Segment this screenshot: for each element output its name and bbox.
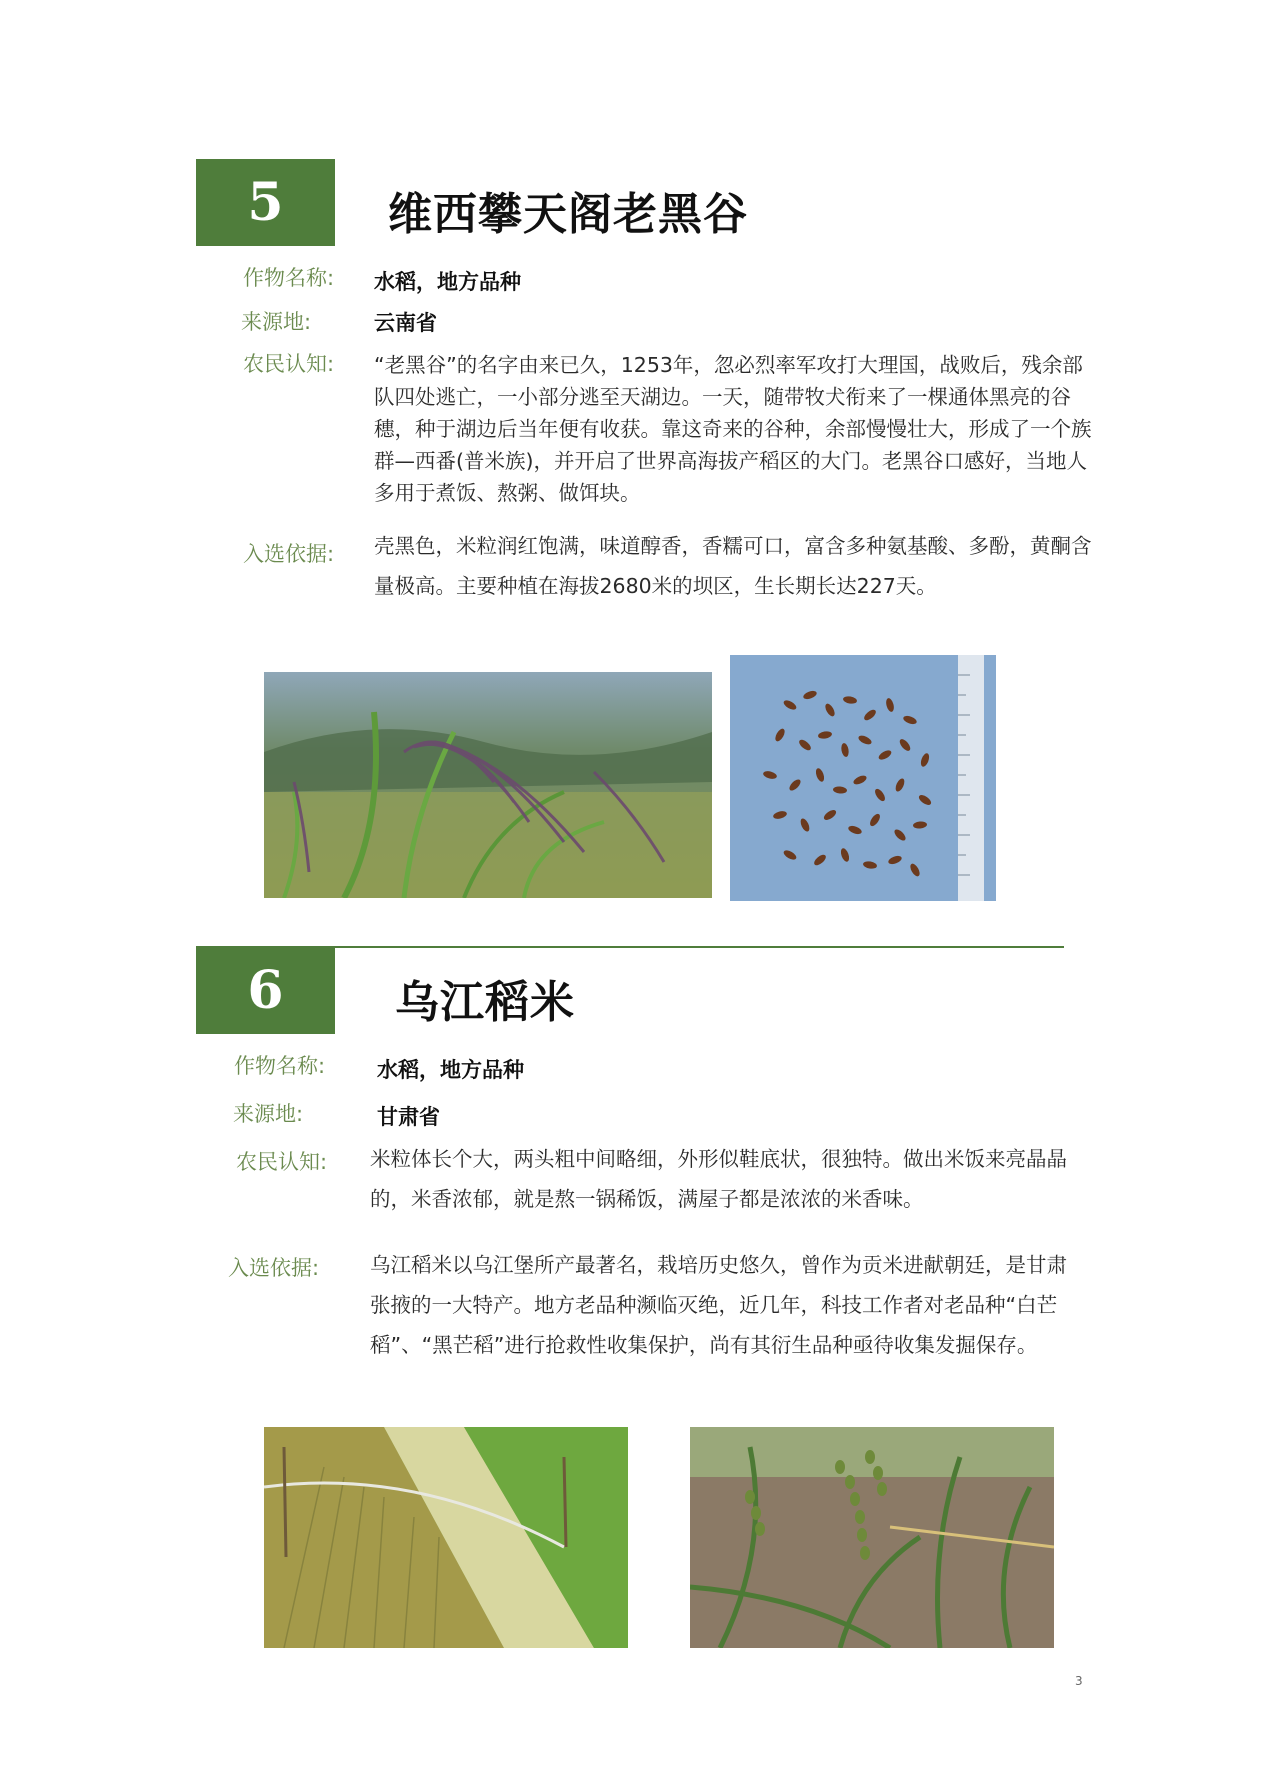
section-title: 乌江稻米 [395,977,575,1028]
farmer-knowledge-label: 农民认知: [236,1150,328,1174]
origin-label: 来源地: [233,1102,304,1126]
farmer-knowledge-text: 米粒体长个大，两头粗中间略细，外形似鞋底状，很独特。做出米饭来亮晶晶的，米香浓郁，就是熬一锅稀饭，满屋子都是浓浓的米香味。 [370,1147,1067,1211]
section-number-box [196,159,335,246]
farmer-knowledge-label: 农民认知: [243,352,335,376]
crop-name-value: 水稻，地方品种 [374,270,521,294]
rice-field-photo [264,672,712,898]
section-number: 5 [247,172,284,233]
origin-value: 云南省 [374,311,437,335]
crop-name-value: 水稻，地方品种 [377,1058,524,1082]
rice-rows-photo [264,1427,628,1648]
rice-panicle-photo [690,1427,1054,1648]
crop-name-label: 作物名称: [234,1054,326,1078]
origin-value: 甘肃省 [377,1105,440,1129]
origin-label: 来源地: [241,310,312,334]
selection-basis-label: 入选依据: [243,542,335,566]
section-title: 维西攀天阁老黑谷 [388,189,748,240]
farmer-knowledge-text: “老黑谷”的名字由来已久，1253年，忽必烈率军攻打大理国，战败后，残余部队四处逃亡，一小部分逃至天湖边。一天，随带牧犬衔来了一棵通体黑亮的谷穗，种于湖边后当年便有收获。靠这奇来的谷种，余部慢慢壮大，形成了一个族群—西番(普米族)，并开启了世界高海拔产稻区的大门。老黑谷口感好，当地人多用于煮饭、熬粥、做饵块。 [374,353,1092,505]
page-number: 3 [1075,1674,1083,1688]
selection-basis-label: 入选依据: [228,1256,320,1280]
crop-name-label: 作物名称: [243,266,335,290]
section-number-box [196,947,335,1034]
section-number: 6 [247,960,284,1021]
rice-grains-photo [730,655,996,901]
selection-basis-text: 壳黑色，米粒润红饱满，味道醇香，香糯可口，富含多种氨基酸、多酚，黄酮含量极高。主要种植在海拔2680米的坝区，生长期长达227天。 [374,534,1092,598]
selection-basis-text: 乌江稻米以乌江堡所产最著名，栽培历史悠久，曾作为贡米进献朝廷，是甘肃张掖的一大特产。地方老品种濒临灭绝，近几年，科技工作者对老品种“白芒稻”、“黑芒稻”进行抢救性收集保护，尚有其衍生品种亟待收集发掘保存。 [370,1253,1067,1357]
